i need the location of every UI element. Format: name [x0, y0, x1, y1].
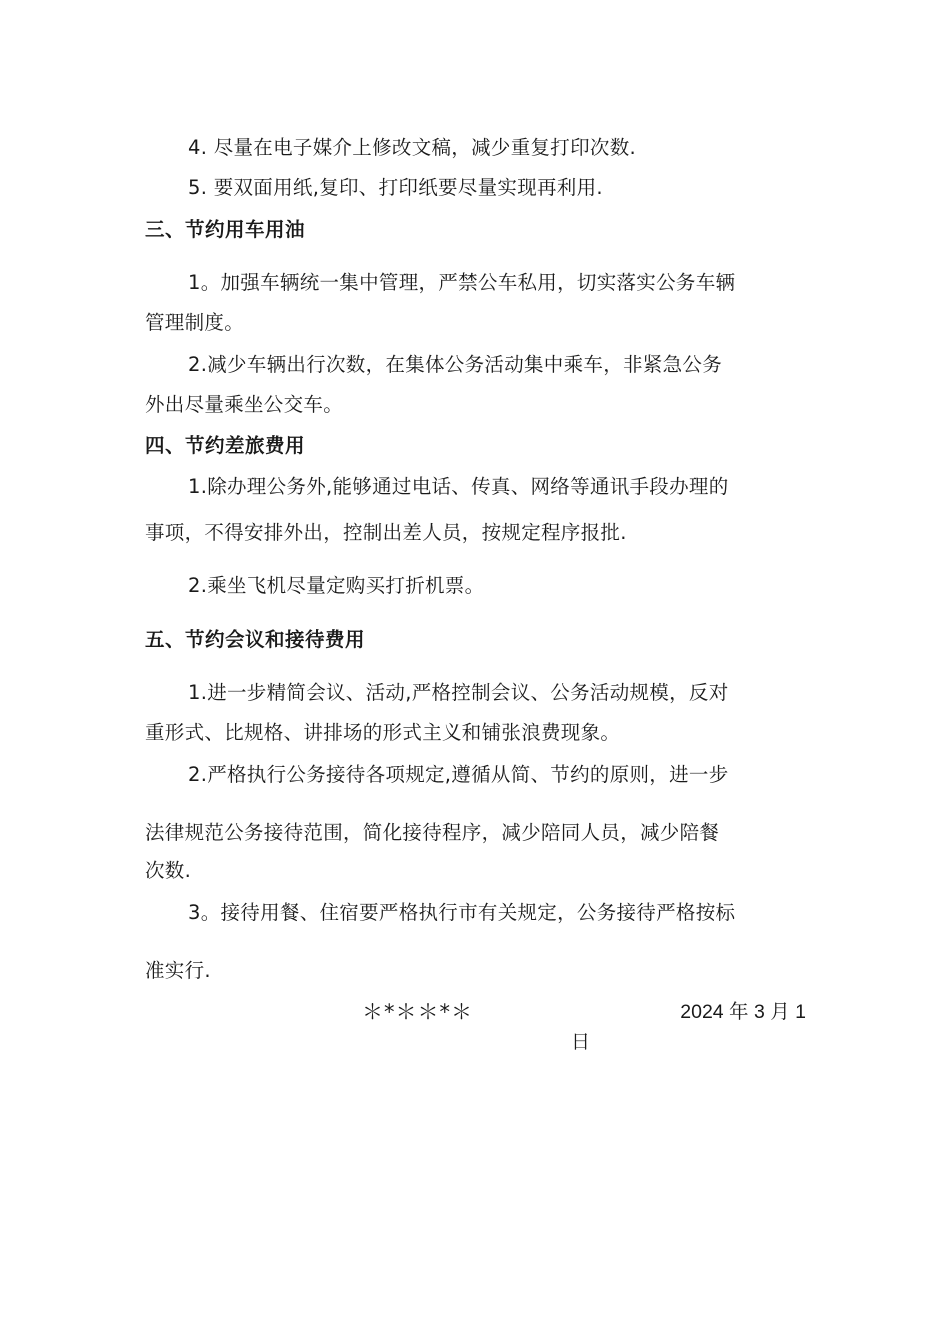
- section5-item3-line2: 准实行.: [145, 959, 211, 982]
- section4-heading: 四、节约差旅费用: [145, 434, 306, 457]
- section3-item1-line2: 管理制度。: [145, 311, 245, 334]
- section4-item1-line1: 1.除办理公务外,能够通过电话、传真、网络等通讯手段办理的: [188, 475, 729, 498]
- signature-date: 2024 年 3 月 1: [680, 1001, 806, 1023]
- section5-item2-line1: 2.严格执行公务接待各项规定,遵循从简、节约的原则，进一步: [188, 763, 729, 786]
- signature-date-day: 日: [571, 1031, 591, 1053]
- section5-item1-line1: 1.进一步精简会议、活动,严格控制会议、公务活动规模，反对: [188, 681, 729, 704]
- section2-item4: 4. 尽量在电子媒介上修改文稿，减少重复打印次数.: [188, 136, 637, 159]
- section3-heading: 三、节约用车用油: [145, 218, 306, 241]
- signature-org: ＊*＊＊*＊: [362, 1000, 473, 1024]
- section4-item1-line2: 事项，不得安排外出，控制出差人员，按规定程序报批.: [145, 521, 627, 544]
- section5-item2-line3: 次数.: [145, 859, 192, 882]
- section5-item2-line2: 法律规范公务接待范围，简化接待程序，减少陪同人员，减少陪餐: [145, 821, 720, 844]
- section5-item3-line1: 3。接待用餐、住宿要严格执行市有关规定，公务接待严格按标: [188, 901, 736, 924]
- section5-item1-line2: 重形式、比规格、讲排场的形式主义和铺张浪费现象。: [145, 721, 621, 744]
- section5-heading: 五、节约会议和接待费用: [145, 628, 366, 651]
- section2-item5: 5. 要双面用纸,复印、打印纸要尽量实现再利用.: [188, 176, 603, 199]
- section3-item1-line1: 1。加强车辆统一集中管理，严禁公车私用，切实落实公务车辆: [188, 271, 736, 294]
- section4-item2-line1: 2.乘坐飞机尽量定购买打折机票。: [188, 574, 485, 597]
- section3-item2-line1: 2.减少车辆出行次数，在集体公务活动集中乘车，非紧急公务: [188, 353, 723, 376]
- section3-item2-line2: 外出尽量乘坐公交车。: [145, 393, 344, 416]
